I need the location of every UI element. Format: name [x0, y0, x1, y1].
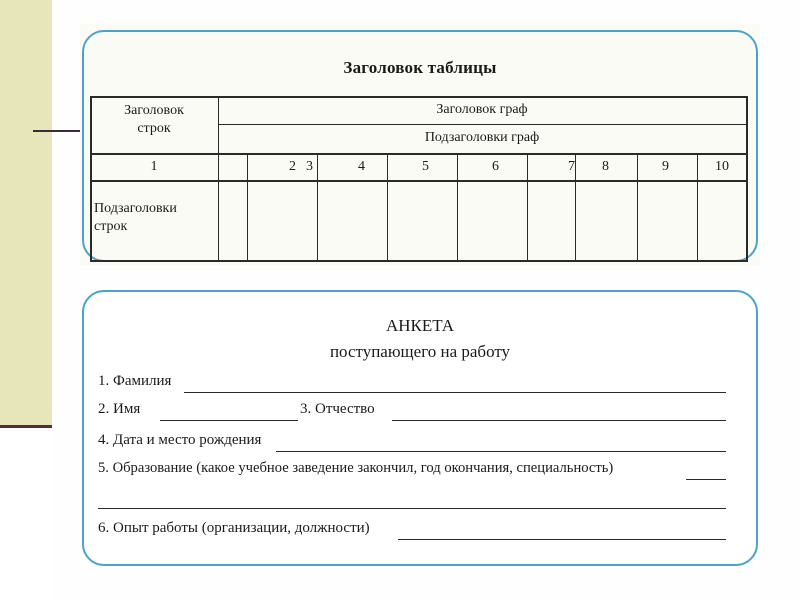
column-number: 10 [715, 159, 729, 174]
field-education-label: 5. Образование (какое учебное заведение закончил, год окончания, специальность) [98, 460, 614, 476]
side-accent-line [33, 130, 81, 132]
row-subheader-line1: Подзаголовки [94, 201, 177, 216]
column-number: 6 [492, 159, 499, 174]
row-subheader-line2: строк [94, 219, 128, 234]
column-number: 3 [306, 159, 313, 174]
column-number: 7 [568, 159, 575, 174]
row-header-label [90, 102, 218, 138]
field-patronymic-label: 3. Отчество [300, 401, 375, 417]
field-experience-line[interactable] [398, 539, 726, 540]
field-education-line-2[interactable] [98, 508, 726, 509]
field-name-label: 2. Имя [98, 401, 141, 417]
column-number: 8 [602, 159, 609, 174]
column-number: 2 [289, 159, 296, 174]
table-grid [90, 96, 748, 262]
column-number: 4 [358, 159, 365, 174]
grid-line [90, 260, 748, 262]
grid-line [90, 180, 748, 182]
grid-line [90, 153, 748, 155]
table-title: Заголовок таблицы [343, 58, 497, 77]
grid-line [746, 96, 748, 261]
column-number: 9 [662, 159, 669, 174]
field-birth-label: 4. Дата и место рождения [98, 432, 262, 448]
questionnaire-panel [80, 286, 760, 570]
grid-line [218, 124, 748, 125]
table-structure-panel [80, 24, 760, 266]
grid-line [218, 96, 219, 261]
column-header-label: Заголовок граф [436, 102, 528, 117]
field-surname-label: 1. Фамилия [98, 373, 172, 389]
row-header-line1: Заголовок [124, 103, 184, 118]
field-surname-line[interactable] [184, 392, 726, 393]
questionnaire-subtitle: поступающего на работу [329, 342, 511, 361]
field-experience-label: 6. Опыт работы (организации, должности) [98, 520, 370, 536]
column-number: 1 [150, 159, 158, 174]
grid-line [90, 96, 748, 98]
column-subheader-label: Подзаголовки граф [424, 130, 540, 145]
row-subheader-label [94, 200, 218, 236]
field-education-line[interactable] [686, 479, 726, 480]
side-strip [0, 0, 52, 425]
side-bottom-line [0, 425, 52, 428]
row-header-line2: строк [137, 121, 171, 136]
field-name-line[interactable] [160, 420, 298, 421]
questionnaire-title: АНКЕТА [385, 316, 455, 335]
column-number: 5 [422, 159, 429, 174]
field-birth-line[interactable] [276, 451, 726, 452]
field-patronymic-line[interactable] [392, 420, 726, 421]
